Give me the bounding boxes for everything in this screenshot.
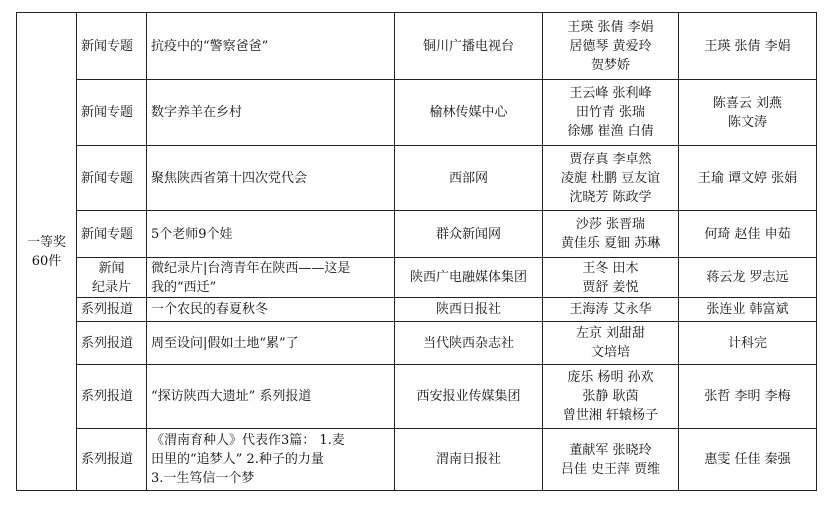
authors-line: 沙莎 张晋瑞 [575, 217, 646, 232]
authors-line: 沈晓芳 陈政学 [569, 189, 652, 205]
publisher-text: 西部网 [448, 170, 488, 186]
work-title-cell [147, 13, 395, 80]
category-text: 系列报道 [81, 389, 134, 404]
authors-line: 张静 耿茵 [582, 389, 639, 404]
authors-cell [543, 298, 679, 322]
editors-line: 计科完 [727, 335, 767, 351]
work-title-cell [147, 429, 395, 491]
work-title-text: 田里的“追梦人” 2.种子的力量 [151, 452, 324, 467]
work-title-cell [147, 258, 395, 298]
publisher-text: 西安报业传媒集团 [416, 389, 521, 404]
authors-line: 左京 刘甜甜 [575, 326, 646, 341]
authors-line: 王瑛 张倩 李娟 [567, 19, 654, 35]
authors-line: 凌旎 杜鹏 豆友谊 [560, 170, 661, 186]
table-row [17, 13, 817, 80]
work-title-text: 一个农民的春夏秋冬 [151, 302, 269, 317]
authors-line: 徐娜 崔渔 白倩 [567, 124, 654, 139]
authors-line: 王冬 田木 [582, 260, 639, 276]
work-title-cell [147, 211, 395, 258]
editors-cell [679, 146, 817, 211]
table-row [17, 80, 817, 146]
category-text: 纪录片 [91, 279, 131, 295]
category-cell [77, 80, 147, 146]
work-title-text: 5个老师9个娃 [151, 226, 233, 242]
category-text: 系列报道 [81, 452, 134, 467]
category-cell [77, 13, 147, 80]
authors-line: 董献军 张晓玲 [569, 442, 652, 458]
category-text: 新闻专题 [81, 38, 134, 54]
table-row [17, 365, 817, 429]
category-cell [77, 429, 147, 491]
work-title-text: “探访陕西大遗址” 系列报道 [151, 389, 312, 404]
editors-line: 张连业 韩富斌 [706, 302, 789, 317]
editors-line: 何琦 赵佳 申茹 [704, 226, 791, 242]
publisher-text: 榆林传媒中心 [429, 105, 508, 120]
authors-line: 文培培 [590, 345, 630, 360]
category-text: 系列报道 [81, 302, 134, 317]
authors-cell [543, 80, 679, 146]
work-title-text: 微纪录片|台湾青年在陕西——这是 [151, 260, 351, 276]
category-cell [77, 298, 147, 322]
authors-cell [543, 146, 679, 211]
authors-line: 贺梦娇 [590, 57, 630, 73]
publisher-cell [395, 365, 543, 429]
table-row [17, 211, 817, 258]
table-row [17, 322, 817, 365]
work-title-text: 《渭南育种人》代表作3篇： 1.麦 [151, 433, 345, 448]
authors-line: 吕佳 史王萍 贾维 [560, 461, 661, 477]
authors-line: 贾存真 李卓然 [569, 151, 652, 167]
authors-line: 王海涛 艾永华 [569, 302, 652, 317]
awards-table-body [17, 13, 817, 491]
table-row [17, 429, 817, 491]
publisher-cell [395, 298, 543, 322]
prize-level-cell [17, 13, 77, 491]
editors-cell [679, 13, 817, 80]
authors-line: 庞乐 杨明 孙欢 [567, 370, 654, 385]
editors-line: 陈喜云 刘燕 [712, 95, 783, 111]
category-text: 系列报道 [81, 335, 134, 351]
authors-cell [543, 365, 679, 429]
authors-line: 居德琴 黄爱玲 [569, 38, 652, 54]
editors-cell [679, 322, 817, 365]
editors-line: 陈文涛 [727, 114, 767, 130]
work-title-cell [147, 322, 395, 365]
authors-line: 贾舒 姜悦 [582, 279, 639, 295]
table-row [17, 258, 817, 298]
publisher-text: 陕西广电融媒体集团 [409, 270, 527, 285]
awards-table [16, 12, 817, 491]
authors-cell [543, 322, 679, 365]
category-cell [77, 322, 147, 365]
category-text: 新闻 [98, 260, 125, 276]
editors-cell [679, 258, 817, 298]
authors-line: 王云峰 张利峰 [569, 86, 652, 101]
publisher-cell [395, 211, 543, 258]
authors-line: 曾世湘 轩辕杨子 [562, 408, 659, 423]
authors-cell [543, 258, 679, 298]
publisher-text: 渭南日报社 [435, 452, 501, 467]
editors-line: 张哲 李明 李梅 [704, 389, 791, 404]
authors-cell [543, 211, 679, 258]
table-row [17, 146, 817, 211]
editors-cell [679, 80, 817, 146]
editors-line: 王瑛 张倩 李娟 [704, 38, 791, 54]
table-row [17, 298, 817, 322]
category-cell [77, 146, 147, 211]
authors-cell [543, 429, 679, 491]
publisher-cell [395, 80, 543, 146]
publisher-text: 铜川广播电视台 [422, 38, 514, 54]
publisher-cell [395, 322, 543, 365]
publisher-text: 当代陕西杂志社 [422, 335, 514, 351]
work-title-cell [147, 298, 395, 322]
category-cell [77, 211, 147, 258]
publisher-text: 陕西日报社 [435, 302, 501, 317]
authors-cell [543, 13, 679, 80]
work-title-text: 数字养羊在乡村 [151, 105, 243, 120]
publisher-text: 群众新闻网 [435, 226, 501, 242]
category-text: 新闻专题 [81, 226, 134, 242]
work-title-text: 周至设问|假如土地“累”了 [151, 335, 299, 351]
authors-line: 黄佳乐 夏钿 苏琳 [560, 236, 661, 251]
publisher-cell [395, 13, 543, 80]
work-title-cell [147, 80, 395, 146]
prize-name: 一等奖 [26, 234, 66, 250]
category-cell [77, 365, 147, 429]
work-title-text: 聚焦陕西省第十四次党代会 [151, 170, 308, 186]
authors-line: 田竹青 张瑞 [575, 105, 646, 120]
work-title-text: 3.一生笃信一个梦 [151, 471, 255, 486]
editors-line: 蒋云龙 罗志远 [706, 270, 789, 285]
work-title-text: 我的“西迁” [151, 279, 217, 295]
editors-line: 惠雯 任佳 秦强 [704, 452, 791, 467]
work-title-text: 抗疫中的“警察爸爸” [151, 38, 269, 54]
category-text: 新闻专题 [81, 170, 134, 186]
prize-count: 60件 [31, 253, 62, 269]
publisher-cell [395, 429, 543, 491]
editors-cell [679, 429, 817, 491]
editors-cell [679, 211, 817, 258]
work-title-cell [147, 146, 395, 211]
publisher-cell [395, 258, 543, 298]
publisher-cell [395, 146, 543, 211]
editors-cell [679, 298, 817, 322]
editors-cell [679, 365, 817, 429]
work-title-cell [147, 365, 395, 429]
category-cell [77, 258, 147, 298]
category-text: 新闻专题 [81, 105, 134, 120]
editors-line: 王瑜 谭文婷 张娟 [697, 170, 798, 186]
